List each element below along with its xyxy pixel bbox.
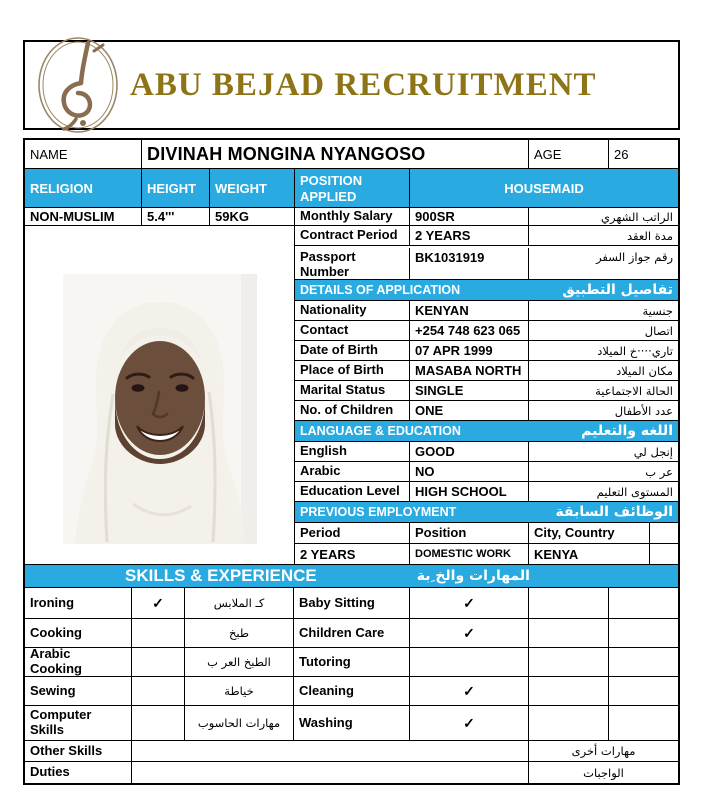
passport-value: BK1031919 <box>410 248 529 279</box>
tutoring-label: Tutoring <box>294 648 410 676</box>
employment-title: PREVIOUS EMPLOYMENT <box>300 505 457 519</box>
employment-values-row <box>295 544 678 564</box>
nationality-value: KENYAN <box>410 301 529 320</box>
ironing-label: Ironing <box>25 588 132 618</box>
marital-status-row <box>295 381 678 401</box>
period-column-label: Period <box>295 523 410 543</box>
children-value: ONE <box>410 401 529 420</box>
cooking-checkmark <box>132 619 185 647</box>
monthly-salary-label: Monthly Salary <box>295 208 410 225</box>
education-label: Education Level <box>295 482 410 501</box>
language-title: LANGUAGE & EDUCATION <box>300 424 461 438</box>
arabic-cooking-arabic: الطبخ العر ب <box>185 648 294 676</box>
agency-header <box>23 40 680 130</box>
position-applied-label: POSITION APPLIED <box>295 169 410 207</box>
name-label: NAME <box>25 140 142 168</box>
children-care-checkmark: ✓ <box>410 619 529 647</box>
contract-period-label: Contract Period <box>295 226 410 245</box>
skill-row-ironing <box>25 588 678 619</box>
contract-period-arabic: مدة العقد <box>627 228 673 243</box>
cleaning-checkmark: ✓ <box>410 677 529 705</box>
position-value: HOUSEMAID <box>504 181 584 197</box>
language-title-arabic: اللغه والتعليم <box>581 423 673 439</box>
position-value-cell: DOMESTIC WORK <box>410 544 529 564</box>
children-arabic: عدد الأطفال <box>614 403 673 418</box>
skill-empty-cell <box>529 648 609 676</box>
skill-empty-cell <box>529 588 609 618</box>
computer-skills-label: Computer Skills <box>25 706 132 740</box>
place-of-birth-arabic: مكان الميلاد <box>616 363 673 378</box>
education-arabic: المستوى التعليم <box>596 484 673 499</box>
detail-rows <box>295 226 678 564</box>
date-of-birth-label: Date of Birth <box>295 341 410 360</box>
city-column-label: City, Country <box>529 523 650 543</box>
details-title-arabic: تفاصيل التطبيق <box>562 282 673 298</box>
contact-arabic: اتصال <box>644 323 673 338</box>
skill-row-arabic-cooking <box>25 648 678 677</box>
nationality-label: Nationality <box>295 301 410 320</box>
english-value: GOOD <box>410 442 529 461</box>
employment-section-header <box>295 502 678 523</box>
washing-label: Washing <box>294 706 410 740</box>
english-arabic: إنجل لي <box>633 444 673 459</box>
contract-period-row <box>295 226 678 246</box>
skill-row-sewing <box>25 677 678 706</box>
baby-sitting-label: Baby Sitting <box>294 588 410 618</box>
employment-empty-value-cell <box>650 544 678 564</box>
skill-row-cooking <box>25 619 678 648</box>
details-section-header <box>295 280 678 301</box>
skill-empty-cell <box>529 619 609 647</box>
skill-empty-cell <box>609 588 678 618</box>
place-of-birth-label: Place of Birth <box>295 361 410 380</box>
candidate-photo <box>25 226 295 564</box>
marital-status-label: Marital Status <box>295 381 410 400</box>
nationality-arabic: جنسية <box>642 303 673 318</box>
other-skills-row <box>25 741 678 762</box>
date-of-birth-arabic: تاري····خ الميلاد <box>597 343 673 358</box>
employment-empty-header-cell <box>650 523 678 543</box>
children-row <box>295 401 678 421</box>
education-value: HIGH SCHOOL <box>410 482 529 501</box>
details-title: DETAILS OF APPLICATION <box>300 283 461 297</box>
contract-period-value: 2 YEARS <box>410 226 529 245</box>
duties-arabic: الواجبات <box>583 765 624 780</box>
computer-skills-arabic: مهارات الحاسوب <box>185 706 294 740</box>
date-of-birth-value: 07 APR 1999 <box>410 341 529 360</box>
children-label: No. of Children <box>295 401 410 420</box>
children-care-label: Children Care <box>294 619 410 647</box>
washing-checkmark: ✓ <box>410 706 529 740</box>
age-value: 26 <box>614 146 629 162</box>
employment-columns-row <box>295 523 678 544</box>
skill-empty-cell <box>609 706 678 740</box>
education-row <box>295 482 678 502</box>
calligraphy-logo-icon <box>36 35 120 135</box>
height-value: 5.4''' <box>142 208 210 225</box>
sewing-label: Sewing <box>25 677 132 705</box>
arabic-label: Arabic <box>295 462 410 481</box>
language-section-header <box>295 421 678 442</box>
sewing-checkmark <box>132 677 185 705</box>
duties-row <box>25 762 678 783</box>
attributes-header-row <box>25 169 678 208</box>
place-of-birth-row <box>295 361 678 381</box>
passport-label: Passport Number <box>295 248 410 279</box>
cooking-label: Cooking <box>25 619 132 647</box>
skills-section-header <box>25 565 678 588</box>
marital-status-arabic: الحالة الاجتماعية <box>595 383 673 398</box>
tutoring-checkmark <box>410 648 529 676</box>
duties-label: Duties <box>25 762 132 783</box>
cv-table <box>23 138 680 785</box>
duties-empty-cell <box>132 762 529 783</box>
ironing-arabic: كـ الملابس <box>185 588 294 618</box>
position-column-label: Position <box>410 523 529 543</box>
date-of-birth-row <box>295 341 678 361</box>
age-label: AGE <box>529 140 609 168</box>
computer-skills-checkmark <box>132 706 185 740</box>
religion-value: NON-MUSLIM <box>25 208 142 225</box>
ironing-checkmark: ✓ <box>132 588 185 618</box>
other-skills-empty-cell <box>132 741 529 761</box>
marital-status-value: SINGLE <box>410 381 529 400</box>
contact-label: Contact <box>295 321 410 340</box>
skill-empty-cell <box>609 619 678 647</box>
middle-section <box>25 226 678 565</box>
portrait-photo-image <box>63 274 257 544</box>
cleaning-label: Cleaning <box>294 677 410 705</box>
contact-value: +254 748 623 065 <box>410 321 529 340</box>
cooking-arabic: طبخ <box>185 619 294 647</box>
skills-title-arabic: المهارات والخ ِبة <box>416 568 530 584</box>
skills-title: SKILLS & EXPERIENCE <box>125 566 317 585</box>
english-row <box>295 442 678 462</box>
arabic-cooking-label: Arabic Cooking <box>25 648 132 676</box>
agency-logo <box>25 42 130 128</box>
passport-arabic: رقم جواز السفر <box>596 250 673 264</box>
other-skills-label: Other Skills <box>25 741 132 761</box>
religion-label: RELIGION <box>25 169 142 207</box>
agency-title: ABU BEJAD RECRUITMENT <box>130 66 597 103</box>
skill-row-computer <box>25 706 678 741</box>
skill-empty-cell <box>529 706 609 740</box>
monthly-salary-arabic: الراتب الشهري <box>601 209 673 224</box>
attributes-value-row <box>25 208 678 226</box>
passport-row <box>295 246 678 280</box>
skill-empty-cell <box>609 677 678 705</box>
nationality-row <box>295 301 678 321</box>
sewing-arabic: خياطة <box>185 677 294 705</box>
arabic-value: NO <box>410 462 529 481</box>
baby-sitting-checkmark: ✓ <box>410 588 529 618</box>
skill-empty-cell <box>609 648 678 676</box>
arabic-row <box>295 462 678 482</box>
height-label: HEIGHT <box>142 169 210 207</box>
arabic-cooking-checkmark <box>132 648 185 676</box>
contact-row <box>295 321 678 341</box>
period-value: 2 YEARS <box>295 544 410 564</box>
employment-title-arabic: الوظائف السابقة <box>555 504 673 520</box>
arabic-arabic: عر ب <box>645 464 673 479</box>
weight-value: 59KG <box>210 208 295 225</box>
name-row <box>25 140 678 169</box>
city-value: KENYA <box>529 544 650 564</box>
english-label: English <box>295 442 410 461</box>
skill-empty-cell <box>529 677 609 705</box>
monthly-salary-value: 900SR <box>410 208 529 225</box>
candidate-name: DIVINAH MONGINA NYANGOSO <box>142 140 529 168</box>
place-of-birth-value: MASABA NORTH <box>410 361 529 380</box>
other-skills-arabic: مهارات أخرى <box>571 744 636 758</box>
weight-label: WEIGHT <box>210 169 295 207</box>
